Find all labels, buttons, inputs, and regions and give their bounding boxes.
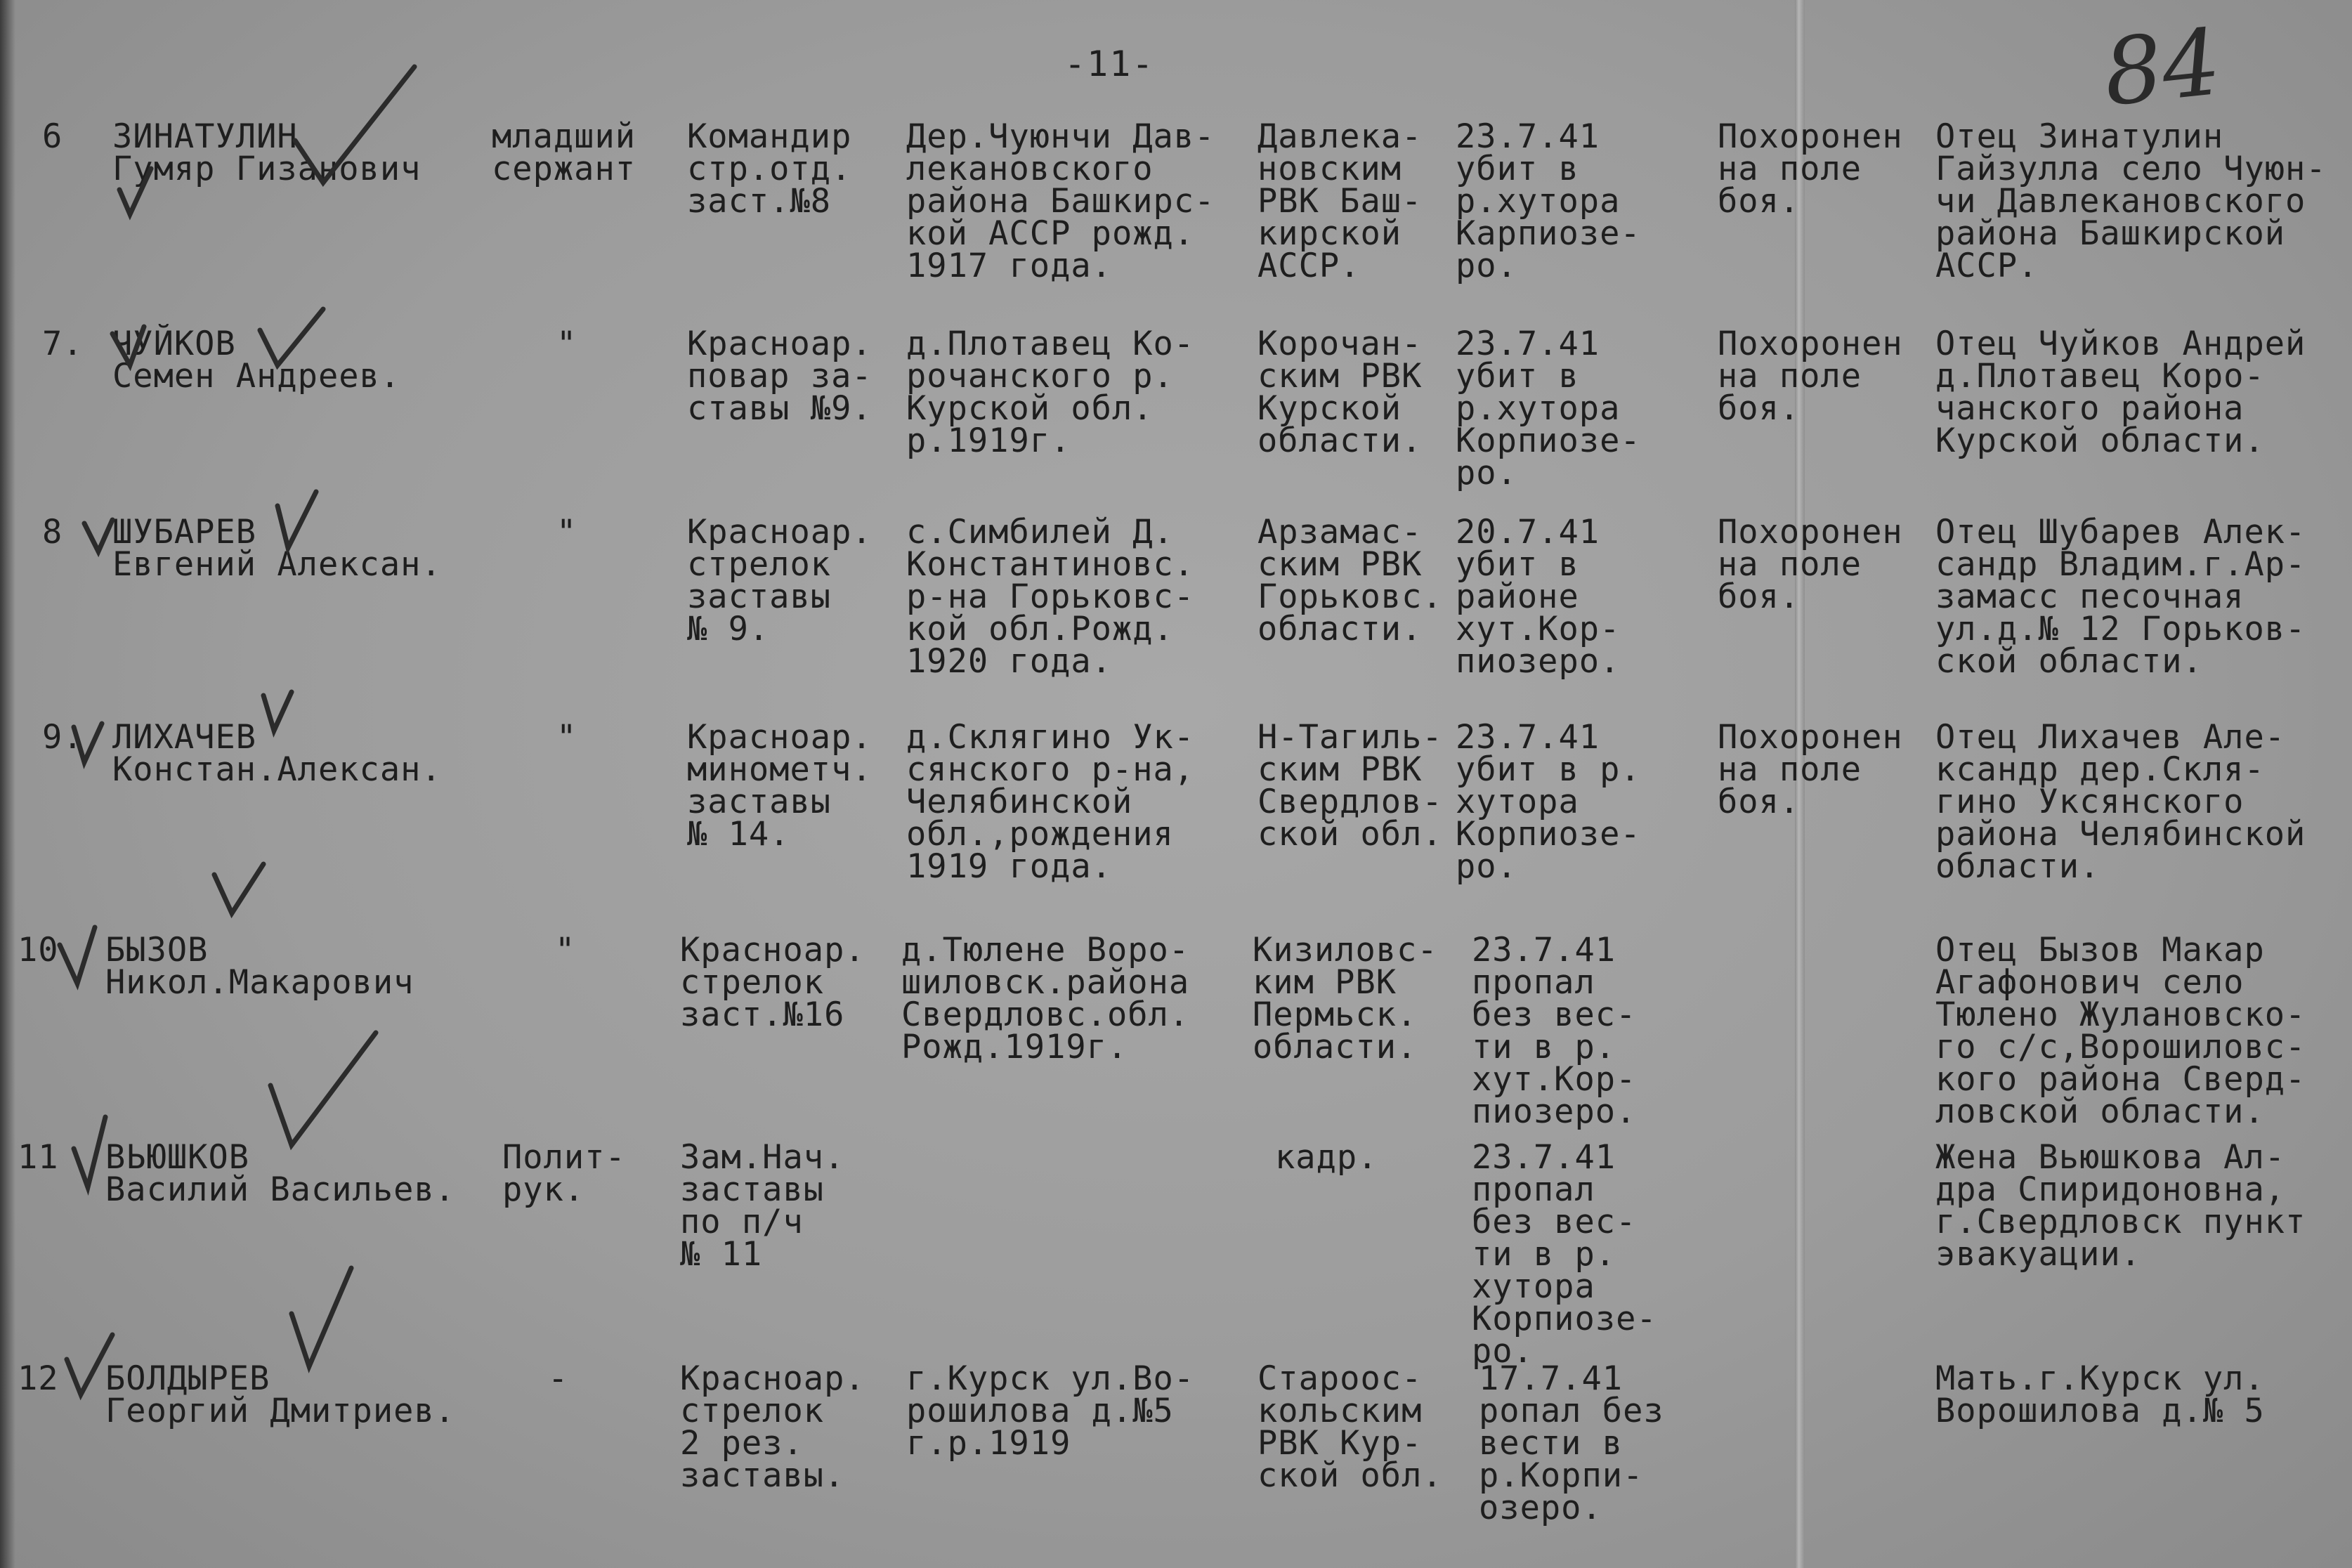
birthplace: г.Курск ул.Во- рошилова д.№5 г.р.1919 <box>906 1359 1195 1463</box>
row-number: 11 <box>18 1138 59 1177</box>
archive-page-number: 84 <box>2098 8 2226 127</box>
position: Красноар. стрелок заст.№16 <box>680 931 865 1034</box>
page-number: -11- <box>1064 44 1155 84</box>
birthplace: Дер.Чуюнчи Дав- лекановского района Башкирс- кой АССР рожд. 1917 года. <box>906 117 1215 285</box>
rank: " <box>556 513 577 551</box>
check-mark-icon <box>260 309 323 365</box>
check-mark-icon <box>292 1268 351 1366</box>
rank: " <box>555 931 576 969</box>
check-mark-icon <box>67 1335 112 1394</box>
burial: Похоронен на поле боя. <box>1718 325 1903 428</box>
check-mark-icon <box>112 327 144 365</box>
full-name: БЫЗОВ Никол.Макарович <box>105 931 414 1002</box>
position: Красноар. стрелок заставы № 9. <box>687 513 873 648</box>
conscription-office: Корочан- ским РВК Курской области. <box>1257 325 1423 460</box>
full-name: ЧУЙКОВ Семен Андреев. <box>112 325 401 396</box>
position: Красноар. повар за- ставы №9. <box>687 325 873 428</box>
rank: - <box>548 1359 569 1398</box>
position: Зам.Нач. заставы по п/ч № 11 <box>680 1138 845 1274</box>
conscription-office: Н-Тагиль- ским РВК Свердлов- ской обл. <box>1257 718 1443 854</box>
next-of-kin: Жена Вьюшкова Ал- дра Спиридоновна, г.Свердловск пункт эвакуации. <box>1935 1138 2306 1274</box>
birthplace: д.Тюлене Воро- шиловск.района Свердловс.обл. Рожд.1919г. <box>901 931 1190 1066</box>
rank: Полит- рук. <box>502 1138 626 1209</box>
burial: Похоронен на поле боя. <box>1718 117 1903 221</box>
check-mark-icon <box>84 520 112 551</box>
check-mark-icon <box>295 67 414 183</box>
position: Красноар. стрелок 2 рез. заставы. <box>680 1359 865 1495</box>
fate: 23.7.41 убит в р.хутора Карпиозе- ро. <box>1456 117 1641 285</box>
position: Командир стр.отд. заст.№8 <box>687 117 852 221</box>
full-name: ВЬЮШКОВ Василий Васильев. <box>105 1138 456 1209</box>
conscription-office: Давлека- новским РВК Баш- кирской АССР. <box>1257 117 1423 285</box>
conscription-office: Староос- кольским РВК Кур- ской обл. <box>1257 1359 1443 1495</box>
rank: " <box>556 718 577 757</box>
next-of-kin: Мать.г.Курск ул. Ворошилова д.№ 5 <box>1935 1359 2265 1430</box>
conscription-office: Арзамас- ским РВК Горьковс. области. <box>1257 513 1443 648</box>
next-of-kin: Отец Лихачев Але- ксандр дер.Скля- гино Уксянского района Челябинской области. <box>1935 718 2306 886</box>
check-mark-icon <box>263 692 292 731</box>
next-of-kin: Отец Чуйков Андрей д.Плотавец Коро- чанского района Курской области. <box>1935 325 2306 460</box>
conscription-office: Кизиловс- ким РВК Пермьск. области. <box>1253 931 1438 1066</box>
next-of-kin: Отец Бызов Макар Агафонович село Тюлено Жулановско- го с/с,Ворошиловс- кого района Сверд- ловской области. <box>1935 931 2306 1131</box>
birthplace: д.Плотавец Ко- рочанского р. Курской обл. р.1919г. <box>906 325 1195 460</box>
check-mark-icon <box>270 1033 376 1145</box>
conscription-office: кадр. <box>1275 1138 1378 1177</box>
check-mark-icon <box>74 724 102 762</box>
fate: 23.7.41 пропал без вес- ти в р. хутора Корпиозе- ро. <box>1472 1138 1657 1371</box>
row-number: 10 <box>18 931 59 969</box>
fate: 17.7.41 ропал без вести в р.Корпи- озеро. <box>1479 1359 1664 1527</box>
rank: младший сержант <box>492 117 636 188</box>
full-name: БОЛДЫРЕВ Георгий Дмитриев. <box>105 1359 456 1430</box>
birthplace: с.Симбилей Д. Константиновс. р-на Горьковс- кой обл.Рожд. 1920 года. <box>906 513 1195 681</box>
check-mark-icon <box>60 927 95 984</box>
row-number: 9. <box>42 718 84 757</box>
fate: 23.7.41 убит в р. хутора Корпиозе- ро. <box>1456 718 1641 886</box>
full-name: ЛИХАЧЕВ Констан.Алексан. <box>112 718 442 789</box>
check-mark-icon <box>214 864 263 913</box>
check-mark-icon <box>119 169 151 214</box>
position: Красноар. минометч. заставы № 14. <box>687 718 873 854</box>
check-mark-icon <box>74 1117 105 1187</box>
full-name: ШУБАРЕВ Евгений Алексан. <box>112 513 442 584</box>
fate: 23.7.41 пропал без вес- ти в р. хут.Кор- пиозеро. <box>1472 931 1637 1131</box>
burial: Похоронен на поле боя. <box>1718 513 1903 616</box>
row-number: 8 <box>42 513 63 551</box>
rank: " <box>556 325 577 363</box>
full-name: ЗИНАТУЛИН Гумяр Гизанович <box>112 117 422 188</box>
next-of-kin: Отец Шубарев Алек- сандр Владим.г.Ар- замасс песочная ул.д.№ 12 Горьков- ской области. <box>1935 513 2306 681</box>
row-number: 7. <box>42 325 84 363</box>
check-mark-icon <box>277 492 316 548</box>
fate: 23.7.41 убит в р.хутора Корпиозе- ро. <box>1456 325 1641 492</box>
fate: 20.7.41 убит в районе хут.Кор- пиозеро. <box>1456 513 1621 681</box>
row-number: 6 <box>42 117 63 156</box>
row-number: 12 <box>18 1359 59 1398</box>
birthplace: д.Склягино Ук- сянского р-на, Челябинской обл.,рождения 1919 года. <box>906 718 1195 886</box>
burial: Похоронен на поле боя. <box>1718 718 1903 821</box>
next-of-kin: Отец Зинатулин Гайзулла село Чуюн- чи Давлекановского района Башкирской АССР. <box>1935 117 2327 285</box>
